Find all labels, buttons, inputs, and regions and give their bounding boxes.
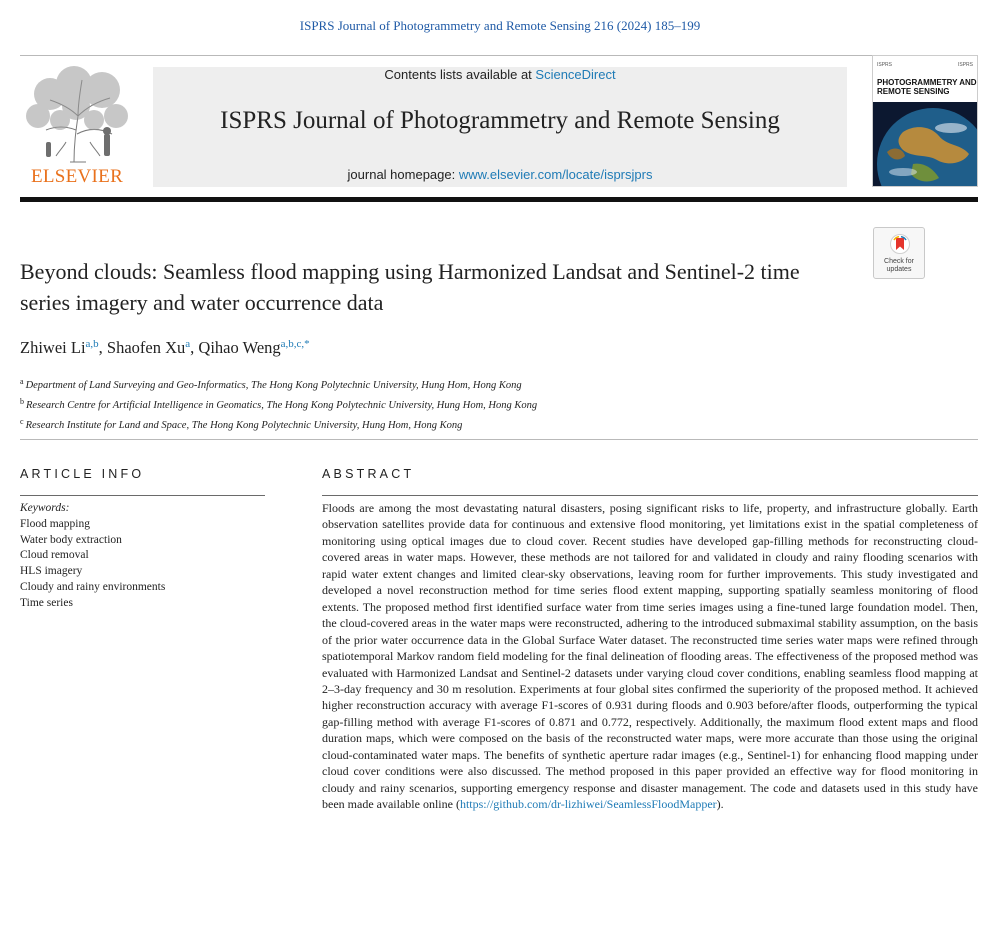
header-divider [20, 55, 978, 56]
article-info-heading: ARTICLE INFO [20, 467, 145, 481]
abstract-text: Floods are among the most devastating natural disasters, posing significant risks to life, property, and infrastructure globally. Earth observation satellites provide data for continuous and extensive flood monitoring, yet limitations exist in the spatial completeness of monitoring using optical images due to cloud cover. Recent studies have developed gap-filling methods for reconstructing cloud-covered areas in water maps. However, these methods are not tailored for and validated in cloudy and rainy flooding scenarios with rapid water extent changes and limited clear-sky observations, leaving room for further improvements. This study investigated and developed a novel reconstruction method for time series flood extent mapping, supporting spatially seamless monitoring of flood extents. The proposed method first identified surface water from time series images using a fine-tuned large foundation model. Then, the cloud-covered areas in the water maps were reconstructed, adhering to the introduced submaximal stability assumption, on the basis of the prior water occurrence data in the Global Surface Water dataset. The reconstructed time series water maps were refined through spatiotemporal Markov random field modeling for the final delineation of flooding areas. The effectiveness of the proposed method was evaluated with Harmonized Landsat and Sentinel-2 datasets under varying cloud cover conditions, enabling seamless flood mapping at 2–3-day frequency and 30 m resolution. Experiments at four global sites confirmed the superiority of the proposed method. It achieved higher reconstruction accuracy with average F1-scores of 0.931 during floods and 0.903 before/after floods, outperforming the typical gap-filling method with average F1-scores of 0.871 and 0.772, respectively. Additionally, the maximum flood extent maps and flood duration maps, which were composed on the basis of the reconstructed water maps, were more accurate than those using the original cloud-contaminated water maps. The benefits of synthetic aperture radar images (e.g., Sentinel-1) for enhancing flood mapping under cloud cover conditions were also discussed. The method proposed in this paper provided an effective way for flood monitoring in cloudy and rainy scenarios, supporting emergency response and disaster management. The code and datasets used in this study have been made available online ( [322, 501, 978, 812]
author-affiliation-marks[interactable]: a,b,c,* [280, 338, 310, 350]
author-name[interactable]: Shaofen Xu [106, 338, 186, 357]
journal-name: ISPRS Journal of Photogrammetry and Remote Sensing [220, 107, 780, 134]
affiliation-item [20, 394, 820, 414]
affiliation-text: Department of Land Surveying and Geo-Informatics, The Hong Kong Polytechnic University, Hung Hom, Hong Kong [25, 380, 522, 391]
keyword-item: Cloud removal [20, 549, 89, 562]
cover-small-text: ISPRS [877, 62, 893, 68]
header-thick-divider [20, 197, 978, 202]
author-affiliation-marks[interactable]: a [185, 338, 191, 350]
journal-cover[interactable] [872, 55, 978, 187]
affiliation-item [20, 374, 820, 394]
author-separator: , [98, 338, 107, 357]
check-for-updates-button[interactable] [873, 227, 925, 279]
affiliation-mark: a [20, 377, 24, 386]
elsevier-logo[interactable] [16, 64, 138, 188]
check-updates-label [874, 258, 924, 274]
affiliation-mark: b [20, 397, 24, 406]
contents-prefix: Contents lists available at [384, 67, 536, 82]
affiliation-text: Research Institute for Land and Space, The Hong Kong Polytechnic University, Hung Hom, Hong Kong [25, 420, 463, 431]
abstract-heading: ABSTRACT [322, 467, 415, 481]
section-divider [20, 439, 978, 440]
github-repo-link[interactable]: https://github.com/dr-lizhiwei/SeamlessFloodMapper [459, 797, 717, 812]
keyword-item: HLS imagery [20, 565, 83, 578]
journal-reference[interactable]: ISPRS Journal of Photogrammetry and Remote Sensing 216 (2024) 185–199 [299, 18, 701, 33]
elsevier-wordmark: ELSEVIER [30, 166, 124, 187]
keyword-item: Cloudy and rainy environments [20, 580, 166, 593]
affiliation-item [20, 414, 820, 434]
bookmark-check-icon [890, 234, 910, 254]
homepage-line [153, 167, 847, 182]
contents-line [153, 67, 847, 82]
sciencedirect-link[interactable]: ScienceDirect [535, 67, 616, 82]
journal-homepage-link[interactable]: www.elsevier.com/locate/isprsjprs [458, 167, 653, 182]
elsevier-tree-icon [16, 64, 138, 164]
cover-title: PHOTOGRAMMETRY AND REMOTE SENSING [877, 78, 977, 96]
affiliation-list [20, 374, 820, 434]
article-title: Beyond clouds: Seamless flood mapping using Harmonized Landsat and Sentinel-2 time series imagery and water occurrence data [20, 259, 800, 315]
abstract-text-end: ). [716, 797, 724, 812]
cover-earth-image-icon [873, 102, 977, 187]
abstract-body [322, 500, 978, 813]
keyword-item: Time series [20, 596, 73, 609]
keywords-list [20, 501, 280, 612]
keyword-item: Water body extraction [20, 533, 122, 546]
keywords-label: Keywords: [20, 502, 70, 514]
homepage-prefix: journal homepage: [347, 167, 459, 182]
check-updates-line1: Check for [884, 258, 914, 265]
article-info-rule [20, 495, 265, 496]
journal-banner [153, 67, 847, 187]
author-name[interactable]: Zhiwei Li [20, 338, 86, 357]
author-affiliation-marks[interactable]: a,b [85, 338, 99, 350]
keyword-item: Flood mapping [20, 517, 90, 530]
cover-issn-text: ISPRS [957, 62, 973, 68]
check-updates-line2: updates [886, 266, 912, 273]
affiliation-mark: c [20, 417, 24, 426]
affiliation-text: Research Centre for Artificial Intelligence in Geomatics, The Hong Kong Polytechnic University, Hung Hom, Hong Kong [26, 400, 538, 411]
author-name[interactable]: Qihao Weng [198, 338, 281, 357]
author-separator: , [190, 338, 199, 357]
abstract-rule [322, 495, 978, 496]
author-list [20, 338, 310, 358]
